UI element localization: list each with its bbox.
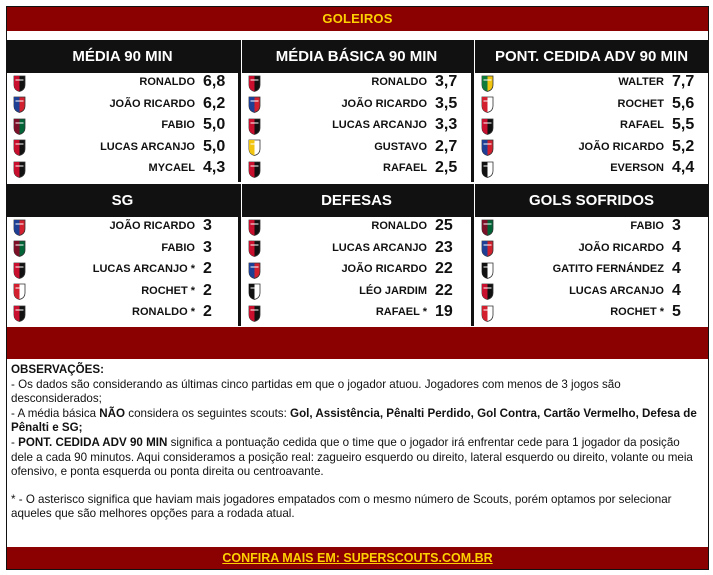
player-row [475, 116, 708, 137]
player-name: LUCAS ARCANJO [569, 284, 664, 297]
column-divider [238, 40, 241, 182]
player-name: RAFAEL * [375, 306, 427, 318]
player-name: MYCAEL [148, 162, 195, 174]
player-row [242, 95, 471, 116]
stat-value: 6,8 [203, 73, 226, 90]
separator-bar [7, 327, 708, 359]
internacional-crest-icon [481, 304, 494, 322]
column-divider [471, 40, 474, 182]
player-row [242, 217, 471, 238]
fluminense-crest-icon [13, 240, 26, 258]
stat-value: 2,5 [435, 159, 458, 176]
observation-2: - A média básica NÃO considera os seguintes scouts: Gol, Assistência, Pênalti Perdido, Gol Contra, Cartão Vermelho, Defesa de Pênalti e SG; [11, 406, 697, 435]
player-name: JOÃO RICARDO [109, 97, 195, 110]
fluminense-crest-icon [13, 117, 26, 135]
player-row [242, 260, 471, 281]
stat-value: 5,6 [672, 94, 695, 112]
stat-value: 4 [672, 281, 681, 299]
player-name: LUCAS ARCANJO [332, 119, 427, 131]
stat-value: 3 [203, 217, 212, 234]
goleiros-panel [6, 6, 709, 570]
stat-value: 2,7 [435, 137, 458, 155]
stat-value: 3,7 [435, 73, 458, 90]
atletico-go-crest-icon [13, 74, 26, 92]
fortaleza-crest-icon [481, 139, 494, 157]
stat-value: 3 [672, 217, 681, 234]
stat-value: 7,7 [672, 73, 695, 90]
stat-value: 22 [435, 260, 453, 277]
internacional-crest-icon [481, 96, 494, 114]
page-title: GOLEIROS [7, 7, 708, 31]
stat-value: 3 [203, 238, 212, 256]
stat-list [7, 217, 238, 324]
observation-4: * - O asterisco significa que haviam mais jogadores empatados com o mesmo número de Scouts, porém optamos por selecionar aqueles que são melhores opções para a rodada atual. [11, 492, 672, 521]
player-name: JOÃO RICARDO [578, 140, 664, 153]
player-name: ROCHET * [141, 284, 195, 297]
stat-list [242, 217, 471, 324]
player-row [242, 282, 471, 303]
player-name: LUCAS ARCANJO [332, 241, 427, 254]
vitoria-crest-icon [13, 139, 26, 157]
fluminense-crest-icon [481, 218, 494, 236]
fortaleza-crest-icon [13, 218, 26, 236]
player-name: JOÃO RICARDO [578, 241, 664, 254]
stat-value: 5 [672, 303, 681, 320]
stat-value: 5,2 [672, 137, 695, 155]
player-name: RAFAEL [620, 119, 664, 131]
athletico-pr-crest-icon [13, 160, 26, 178]
stat-value: 4,3 [203, 159, 226, 176]
player-row [475, 138, 708, 159]
stat-value: 2 [203, 260, 212, 277]
player-row [475, 159, 708, 180]
stat-value: 4 [672, 238, 681, 256]
player-row [7, 260, 238, 281]
fortaleza-crest-icon [248, 96, 261, 114]
player-row [242, 159, 471, 180]
observations-heading: OBSERVAÇÕES: [11, 363, 104, 376]
column-divider [471, 184, 474, 326]
player-name: RONALDO * [132, 306, 195, 318]
player-row [475, 282, 708, 303]
player-name: EVERSON [610, 162, 664, 174]
stat-value: 5,0 [203, 137, 226, 155]
stat-value: 5,5 [672, 116, 695, 133]
stat-value: 19 [435, 303, 453, 320]
stat-list [7, 73, 238, 180]
section-header: SG [7, 184, 238, 217]
player-name: RONALDO [371, 76, 427, 88]
player-row [242, 239, 471, 260]
observation-3: - PONT. CEDIDA ADV 90 MIN significa a pontuação cedida que o time que o jogador irá enfrentar cede para 1 jogador da posição dele a cada 90 minutos. Aqui consideramos a posição real: zagueiro esquerdo ou direito, lateral esquerdo ou direito, volante ou meia ofensivo, e ponta esquerda ou ponta direita ou centroavante. [11, 435, 693, 479]
player-name: GATITO FERNÁNDEZ [552, 263, 664, 275]
sao-paulo-crest-icon [248, 304, 261, 322]
section-header: MÉDIA BÁSICA 90 MIN [242, 40, 471, 73]
fortaleza-crest-icon [13, 96, 26, 114]
player-row [475, 73, 708, 94]
player-name: RAFAEL [383, 162, 427, 174]
stat-list [242, 73, 471, 180]
section-header: PONT. CEDIDA ADV 90 MIN [475, 40, 708, 73]
player-name: LÉO JARDIM [359, 284, 427, 297]
stat-value: 4 [672, 260, 681, 277]
vitoria-crest-icon [481, 283, 494, 301]
player-row [242, 116, 471, 137]
stat-value: 2 [203, 303, 212, 320]
section-header: MÉDIA 90 MIN [7, 40, 238, 73]
column-divider [238, 184, 241, 326]
player-row [7, 239, 238, 260]
player-name: ROCHET [617, 97, 664, 110]
player-name: JOÃO RICARDO [341, 263, 427, 275]
stat-value: 3,5 [435, 94, 458, 112]
stat-value: 2 [203, 281, 212, 299]
botafogo-crest-icon [481, 261, 494, 279]
fortaleza-crest-icon [481, 240, 494, 258]
player-row [242, 303, 471, 324]
player-name: JOÃO RICARDO [341, 97, 427, 110]
player-name: ROCHET * [610, 306, 664, 318]
player-row [7, 303, 238, 324]
stat-value: 5,0 [203, 116, 226, 133]
section-header: DEFESAS [242, 184, 471, 217]
player-row [475, 239, 708, 260]
player-name: WALTER [618, 76, 664, 88]
section-header: GOLS SOFRIDOS [475, 184, 708, 217]
player-row [475, 217, 708, 238]
atletico-go-crest-icon [13, 304, 26, 322]
player-row [7, 217, 238, 238]
footer-link[interactable]: CONFIRA MAIS EM: SUPERSCOUTS.COM.BR [7, 547, 708, 569]
vasco-crest-icon [248, 283, 261, 301]
stat-value: 3,3 [435, 116, 458, 133]
player-row [242, 138, 471, 159]
stat-value: 25 [435, 217, 453, 234]
atletico-mg-crest-icon [481, 160, 494, 178]
player-name: LUCAS ARCANJO [100, 140, 195, 153]
stat-value: 6,2 [203, 94, 226, 112]
player-row [475, 303, 708, 324]
atletico-go-crest-icon [248, 218, 261, 236]
sao-paulo-crest-icon [248, 160, 261, 178]
player-name: FABIO [161, 241, 195, 254]
stat-list [475, 73, 708, 180]
cuiaba-crest-icon [481, 74, 494, 92]
player-row [7, 282, 238, 303]
vitoria-crest-icon [248, 117, 261, 135]
bragantino-crest-icon [248, 139, 261, 157]
player-name: LUCAS ARCANJO * [92, 263, 195, 275]
stat-value: 23 [435, 238, 453, 256]
fortaleza-crest-icon [248, 261, 261, 279]
player-name: RONALDO [139, 76, 195, 88]
player-row [7, 159, 238, 180]
atletico-go-crest-icon [248, 74, 261, 92]
player-row [7, 95, 238, 116]
player-row [7, 138, 238, 159]
vitoria-crest-icon [248, 240, 261, 258]
player-row [475, 95, 708, 116]
player-row [7, 116, 238, 137]
sao-paulo-crest-icon [481, 117, 494, 135]
player-name: FABIO [630, 220, 664, 232]
internacional-crest-icon [13, 283, 26, 301]
observation-1: - Os dados são considerando as últimas cinco partidas em que o jogador atuou. Jogadores com menos de 3 jogos são desconsiderados; [11, 377, 621, 406]
player-row [7, 73, 238, 94]
player-name: GUSTAVO [374, 140, 427, 153]
player-name: JOÃO RICARDO [109, 220, 195, 232]
stat-list [475, 217, 708, 324]
observations [11, 363, 703, 522]
stat-value: 4,4 [672, 159, 695, 176]
vitoria-crest-icon [13, 261, 26, 279]
player-row [242, 73, 471, 94]
player-name: FABIO [161, 119, 195, 131]
player-name: RONALDO [371, 220, 427, 232]
stat-value: 22 [435, 281, 453, 299]
player-row [475, 260, 708, 281]
